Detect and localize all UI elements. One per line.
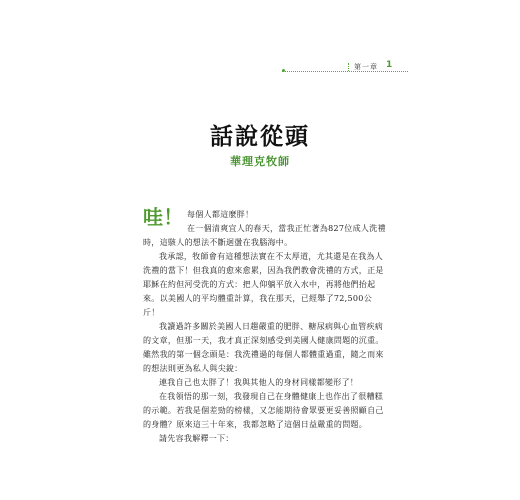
paragraph: 在我領悟的那一刻，我發現自己在身體健康上也作出了很糟糕的示範。若我是個差勁的榜樣，又怎能期待會眾要更妥善照顧自己的身體？原來這三十年來，我都忽略了這個日益嚴重的問題。: [143, 392, 384, 429]
chapter-title: 話說從頭: [210, 123, 310, 150]
chapter-number: 1: [386, 60, 393, 70]
chapter-label: 第一章: [354, 63, 378, 71]
body-text: [143, 205, 387, 446]
paragraph: 我承認，牧師會有這種想法實在不太厚道，尤其還是在我為人洗禮的當下！但我真的愈來愈累，因為我們教會洗禮的方式，正是耶穌在約但河受洗的方式：把人仰躺平放入水中，再將他們抬起來。以美國人的平均體重計算，我在那天，已經舉了72,500公斤！: [143, 252, 384, 317]
opening-exclamation: 哇！: [143, 205, 184, 229]
paragraph: 連我自己也太胖了！我與其他人的身材同樣都變形了！: [159, 378, 359, 387]
paragraph: 請先容我解釋一下：: [159, 434, 234, 443]
header-dotted-divider: [348, 63, 349, 71]
header-dotted-rule: [282, 71, 408, 72]
paragraph: 每個人都這麼胖！: [187, 210, 254, 219]
paragraph: 在一個清爽宜人的春天，當我正忙著為827位成人洗禮時，這駭人的想法不斷迴盪在我腦海中。: [143, 224, 386, 247]
paragraph: 我讀過許多關於美國人日趨嚴重的肥胖、糖尿病與心血管疾病的文章，但那一天，我才真正深刻感受到美國人健康問題的沉重。雖然我的第一個念頭是：我洗禮過的每個人都體重過重，隨之而來的想法則更為私人與尖銳：: [143, 322, 384, 373]
chapter-header: [282, 62, 408, 80]
author-name: 華理克牧師: [230, 155, 290, 168]
